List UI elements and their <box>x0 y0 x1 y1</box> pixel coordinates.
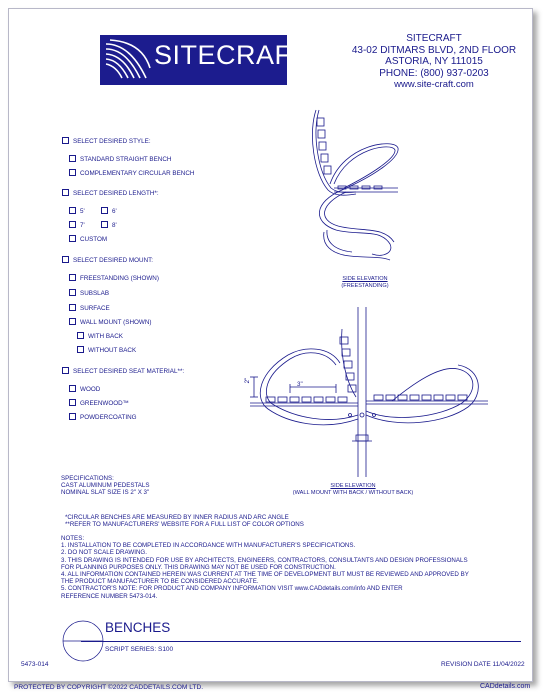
reference-number: 5473-014 <box>21 661 49 668</box>
checkbox[interactable] <box>77 332 84 339</box>
checkbox[interactable] <box>69 274 76 281</box>
notes: NOTES: 1. INSTALLATION TO BE COMPLETED IN ACCORDANCE WITH MANUFACTURER'S SPECIFICATIONS. 2. DO NOT SCALE DRAWING. 3. THIS DRAWING IS INTENDED FOR USE BY ARCHITECTS, ENGINEERS, CONTRACTORS, CONSULTANTS AND DESIGN PROFESSIONALS FOR PLANNING PURPOSES ONLY. THIS DRAWING MAY NOT BE USED FOR CONSTRUCTION. 4. ALL INFORMATION CONTAINED HEREIN WAS CURRENT AT THE TIME OF DEVELOPMENT BUT MUST BE REVIEWED AND APPROVED BY THE PRODUCT MANUFACTURER TO BE CONSIDERED ACCURATE. 5. CONTRACTOR'S NOTE: FOR PRODUCT AND COMPANY INFORMATION VISIT www.CADdetails.com/info AND ENTER REFERENCE NUMBER 5473-014. <box>61 535 469 600</box>
wall-mount-elevation-drawing <box>244 307 494 479</box>
length-option-heading[interactable]: SELECT DESIRED LENGTH*: <box>62 189 159 198</box>
caddetails-link[interactable]: CADdetails.com <box>480 683 531 690</box>
material-option-greenwood[interactable]: GREENWOOD™ <box>69 399 129 408</box>
checkbox[interactable] <box>69 207 76 214</box>
material-option-powdercoating[interactable]: POWDERCOATING <box>69 413 137 422</box>
length-option-7[interactable]: 7' <box>69 221 85 230</box>
checkbox[interactable] <box>69 399 76 406</box>
checkbox[interactable] <box>62 367 69 374</box>
mount-option-with-back[interactable]: WITH BACK <box>77 332 123 341</box>
mount-option-freestanding[interactable]: FREESTANDING (SHOWN) <box>69 274 159 283</box>
checkbox[interactable] <box>62 137 69 144</box>
mount-option-heading[interactable]: SELECT DESIRED MOUNT: <box>62 256 153 265</box>
checkbox[interactable] <box>62 256 69 263</box>
logo-arcs-icon <box>102 38 152 82</box>
top-drawing-caption: SIDE ELEVATION (FREESTANDING) <box>341 276 389 289</box>
length-option-8[interactable]: 8' <box>101 221 117 230</box>
freestanding-elevation-drawing <box>294 104 404 269</box>
logo-wordmark: SITECRAFT <box>154 40 309 70</box>
length-option-5[interactable]: 5' <box>69 207 85 216</box>
checkbox[interactable] <box>77 346 84 353</box>
company-address <box>339 33 529 91</box>
mount-option-subslab[interactable]: SUBSLAB <box>69 289 109 298</box>
dimension-2in: 2" <box>244 377 252 384</box>
checkbox[interactable] <box>62 189 69 196</box>
address-line: SITECRAFT <box>406 33 462 44</box>
address-line: ASTORIA, NY 111015 <box>385 56 483 67</box>
mount-option-without-back[interactable]: WITHOUT BACK <box>77 346 136 355</box>
mount-option-wall[interactable]: WALL MOUNT (SHOWN) <box>69 318 151 327</box>
material-option-heading[interactable]: SELECT DESIRED SEAT MATERIAL**: <box>62 367 184 376</box>
length-option-custom[interactable]: CUSTOM <box>69 235 107 244</box>
checkbox[interactable] <box>69 155 76 162</box>
website-link[interactable]: www.site-craft.com <box>394 79 474 90</box>
bottom-drawing-caption: SIDE ELEVATION (WALL MOUNT WITH BACK / WITHOUT BACK) <box>292 483 414 496</box>
style-option-straight[interactable]: STANDARD STRAIGHT BENCH <box>69 155 171 164</box>
checkbox[interactable] <box>69 221 76 228</box>
checkbox[interactable] <box>69 289 76 296</box>
copyright-notice: PROTECTED BY COPYRIGHT ©2022 CADDETAILS.COM LTD. <box>14 684 204 691</box>
mount-option-surface[interactable]: SURFACE <box>69 304 110 313</box>
checkbox[interactable] <box>69 413 76 420</box>
revision-date: REVISION DATE 11/04/2022 <box>441 661 525 668</box>
drawing-sheet <box>8 8 533 682</box>
dimension-3in: 3" <box>297 381 303 388</box>
title-divider <box>81 641 521 642</box>
checkbox[interactable] <box>69 169 76 176</box>
material-option-wood[interactable]: WOOD <box>69 385 100 394</box>
checkbox[interactable] <box>69 235 76 242</box>
style-option-circular[interactable]: COMPLEMENTARY CIRCULAR BENCH <box>69 169 194 178</box>
checkbox[interactable] <box>69 385 76 392</box>
checkbox[interactable] <box>101 221 108 228</box>
title-benches: BENCHES <box>105 620 171 635</box>
address-line: 43-02 DITMARS BLVD, 2ND FLOOR <box>351 44 517 56</box>
checkbox[interactable] <box>101 207 108 214</box>
address-line: PHONE: (800) 937-0203 <box>379 67 489 79</box>
checkbox[interactable] <box>69 318 76 325</box>
style-option-heading[interactable]: SELECT DESIRED STYLE: <box>62 137 151 146</box>
footnotes: *CIRCULAR BENCHES ARE MEASURED BY INNER RADIUS AND ARC ANGLE **REFER TO MANUFACTURERS' WEBSITE FOR A FULL LIST OF COLOR OPTIONS <box>65 514 304 529</box>
specifications: SPECIFICATIONS: CAST ALUMINUM PEDESTALS NOMINAL SLAT SIZE IS 2" X 3" <box>61 475 150 497</box>
sitecraft-logo <box>100 35 309 85</box>
subtitle-series: SCRIPT SERIES: S100 <box>105 646 174 653</box>
length-option-6[interactable]: 6' <box>101 207 117 216</box>
checkbox[interactable] <box>69 304 76 311</box>
